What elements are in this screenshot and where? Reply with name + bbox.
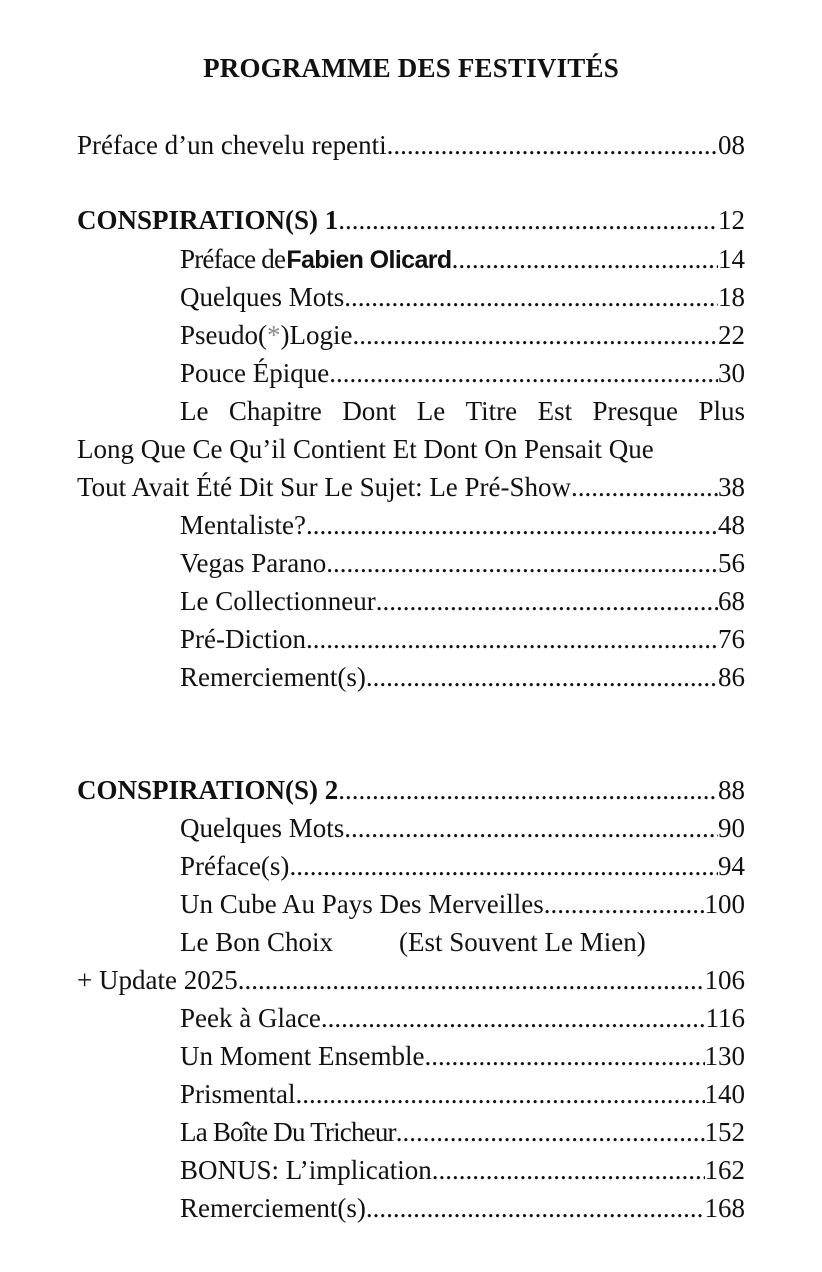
toc-entry-peek-a-glace[interactable] [180,1000,745,1036]
toc-entry-remerciements-1[interactable] [180,659,745,695]
toc-entry-label: Vegas Parano [180,548,327,578]
word: Le [416,396,446,426]
leader-dots [366,1190,705,1226]
toc-entry-label: Prismental [180,1079,296,1109]
toc-entry-label: Un Moment Ensemble [180,1041,425,1071]
toc-page-number: 130 [704,1041,745,1071]
toc-entry-le-collectionneur[interactable] [180,583,745,619]
toc-entry-long-title-line-1[interactable] [180,393,745,429]
toc-page-number: 48 [718,510,745,540]
toc-entry-label: Remerciement(s) [180,1193,366,1223]
leader-dots [338,202,718,238]
toc-entry-intro[interactable] [77,127,745,163]
word: Le [180,396,209,426]
toc-entry-label: Quelques Mots [180,282,345,312]
toc-entry-quelques-mots[interactable] [180,279,745,315]
toc-entry-label: Mentaliste? [180,510,306,540]
toc-page-number: 168 [704,1193,745,1223]
toc-entry-label: Préface d’un chevelu repenti [77,130,387,160]
leader-dots [352,317,718,353]
toc-entry-label: BONUS: L’implication [180,1155,432,1185]
toc-page-number: 88 [718,775,745,805]
toc-page-number: 106 [704,965,745,995]
leader-dots [329,355,718,391]
word: Est [537,396,573,426]
toc-entry-remerciements-2[interactable] [180,1190,745,1226]
toc-entry-label: Long Que Ce Qu’il Contient Et Dont On Pensait Que [77,434,654,464]
toc-entry-label: + Update 2025 [77,965,238,995]
toc-entry-pre-diction[interactable] [180,621,745,657]
toc-page-number: 12 [718,205,745,235]
toc-entry-label: La Boîte Du Tricheur [180,1117,396,1147]
leader-dots [452,241,718,277]
author-name: Fabien Olicard [286,246,452,274]
toc-page-number: 90 [718,813,745,843]
toc-page-number: 30 [718,358,745,388]
leader-dots [366,659,718,695]
toc-entry-la-boite-du-tricheur[interactable] [180,1114,745,1150]
toc-entry-mentaliste[interactable] [180,507,745,543]
toc-page-number: 68 [718,586,745,616]
toc-entry-long-title-line-3[interactable] [77,469,745,505]
leader-dots [544,886,705,922]
toc-entry-label: Préface(s) [180,851,290,881]
toc-entry-le-bon-choix-line-1[interactable] [180,924,745,960]
leader-dots [396,1114,705,1150]
toc-entry-label-suffix: (Est Souvent Le Mien) [399,927,646,957]
toc-entry-quelques-mots-2[interactable] [180,810,745,846]
toc-entry-prefaces[interactable] [180,848,745,884]
toc-page-number: 38 [718,472,745,502]
toc-section-heading-2[interactable] [77,772,745,808]
toc-page-number: 22 [718,320,745,350]
word: Presque [592,396,679,426]
toc-page-number: 18 [718,282,745,312]
toc-entry-label: Peek à Glace [180,1003,321,1033]
toc-entry-label: Pré-Diction [180,624,306,654]
leader-dots [376,583,718,619]
toc-entry-label: Le Collectionneur [180,586,376,616]
word: Titre [465,396,518,426]
word: Dont [342,396,397,426]
toc-page-number: 76 [718,624,745,654]
leader-dots [306,507,718,543]
toc-page-number: 100 [704,889,745,919]
toc-entry-label: Préface de [180,244,286,274]
toc-entry-un-moment-ensemble[interactable] [180,1038,745,1074]
toc-entry-label: Le Bon Choix [180,927,333,957]
toc-page-number: 152 [704,1117,745,1147]
toc-page-number: 56 [718,548,745,578]
leader-dots [424,1038,704,1074]
leader-dots [344,279,718,315]
leader-dots [238,962,705,998]
toc-entry-label: Quelques Mots [180,813,345,843]
leader-dots [289,848,718,884]
toc-entry-vegas-parano[interactable] [180,545,745,581]
toc-page-number: 162 [704,1155,745,1185]
page-title: PROGRAMME DES FESTIVITÉS [203,53,619,83]
leader-dots [326,545,718,581]
toc-entry-bonus-implication[interactable] [180,1152,745,1188]
toc-entry-label: Remerciement(s) [180,662,366,692]
leader-dots [571,469,718,505]
toc-section-heading-1[interactable] [77,202,745,238]
leader-dots [387,127,718,163]
toc-entry-pseudologie[interactable] [180,317,745,353]
leader-dots [432,1152,705,1188]
toc-entry-label: Pouce Épique [180,358,330,388]
toc-entry-preface-olicard[interactable] [180,241,745,277]
leader-dots [321,1000,706,1036]
word: Chapitre [228,396,322,426]
toc-page-number: 116 [705,1003,745,1033]
toc-entry-label-end: )Logie [280,320,353,350]
section-heading-label: CONSPIRATION(S) 2 [77,775,339,805]
toc-entry-le-bon-choix-line-2[interactable] [77,962,745,998]
asterisk-mark: * [267,320,281,350]
section-heading-label: CONSPIRATION(S) 1 [77,205,339,235]
toc-entry-long-title-line-2[interactable] [77,431,745,467]
toc-entry-label: Tout Avait Été Dit Sur Le Sujet: Le Pré-Show [77,472,572,502]
leader-dots [306,621,718,657]
toc-page-number: 14 [718,244,745,274]
toc-page-number: 86 [718,662,745,692]
leader-dots [344,810,718,846]
leader-dots [296,1076,705,1112]
toc-page-number: 08 [718,130,745,160]
leader-dots [338,772,718,808]
toc-entry-pouce-epique[interactable] [180,355,745,391]
toc-entry-label-start: Pseudo( [180,320,267,350]
toc-entry-label: Un Cube Au Pays Des Merveilles [180,889,544,919]
toc-entry-un-cube[interactable] [180,886,745,922]
toc-page-number: 140 [704,1079,745,1109]
toc-page-number: 94 [718,851,745,881]
toc-entry-prismental[interactable] [180,1076,745,1112]
word: Plus [698,396,745,426]
